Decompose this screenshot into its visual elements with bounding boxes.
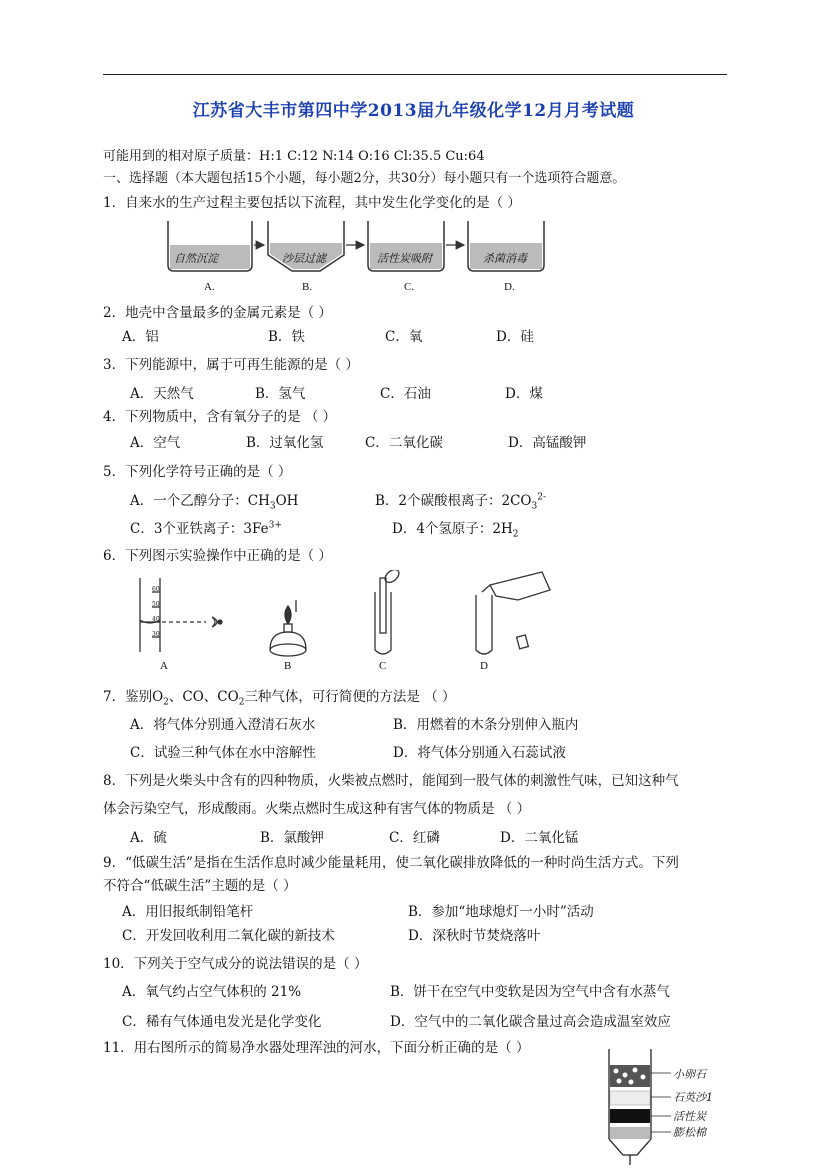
fig6-label-d: D bbox=[480, 660, 488, 672]
q7-option-b: B．用燃着的木条分别伸入瓶内 bbox=[393, 717, 579, 733]
q4-option-c: C．二氧化碳 bbox=[365, 435, 443, 451]
q7-option-d: D．将气体分别通入石蕊试液 bbox=[393, 745, 566, 761]
q5-option-a: A．一个乙醇分子：$CH_3OH$ bbox=[130, 493, 299, 512]
cyl-tick-40: 40 bbox=[152, 616, 160, 623]
question-6-stem: 6．下列图示实验操作中正确的是（ ） bbox=[103, 548, 332, 564]
fig1-label-d: D. bbox=[504, 281, 515, 293]
layer-carbon-label: 活性炭 bbox=[673, 1110, 706, 1123]
cyl-tick-50: 50 bbox=[152, 601, 160, 608]
step-a-label: 自然沉淀 bbox=[174, 252, 218, 265]
step-b-label: 沙层过滤 bbox=[282, 252, 326, 265]
q2-option-d: D．硅 bbox=[496, 329, 534, 345]
fig1-label-a: A. bbox=[204, 281, 215, 293]
question-9-stem-line1: 9．“低碳生活”是指在生活作息时减少能量耗用，使二氧化碳排放降低的一种时尚生活方式。下列 bbox=[103, 855, 679, 871]
cyl-tick-30: 30 bbox=[152, 631, 160, 638]
q9-option-a: A．用旧报纸制铅笔杆 bbox=[122, 904, 254, 920]
q2-option-a: A．铝 bbox=[122, 329, 159, 345]
question-11-stem: 11．用右图所示的简易净水器处理浑浊的河水，下面分析正确的是（ ） bbox=[103, 1040, 530, 1056]
q5-option-d: D．4个氢原子：$2H_2$ bbox=[392, 521, 519, 540]
q9-option-b: B．参加“地球熄灯一小时”活动 bbox=[408, 904, 594, 920]
q3-option-c: C．石油 bbox=[380, 386, 431, 402]
q5-option-c: C．3个亚铁离子：$3Fe^{3+}$ bbox=[130, 520, 282, 537]
fig1-label-b: B. bbox=[302, 281, 313, 293]
q3-option-d: D．煤 bbox=[505, 386, 543, 402]
atomic-mass-note: 可能用到的相对原子质量：H:1 C:12 N:14 O:16 Cl:35.5 Cu:64 bbox=[103, 149, 485, 164]
q3-option-a: A．天然气 bbox=[130, 386, 194, 402]
q2-option-b: B．铁 bbox=[268, 329, 305, 345]
question-5-stem: 5．下列化学符号正确的是（ ） bbox=[103, 464, 292, 480]
q5-option-b: B．2个碳酸根离子：$2CO_3^{2-}$ bbox=[375, 492, 547, 512]
q8-option-a: A．硫 bbox=[130, 830, 167, 846]
fig1-label-c: C. bbox=[404, 281, 415, 293]
water-filter-figure bbox=[605, 1047, 675, 1167]
question-2-stem: 2．地壳中含量最多的金属元素是（ ） bbox=[103, 305, 332, 321]
question-9-stem-line2: 不符合“低碳生活”主题的是（ ） bbox=[103, 878, 297, 894]
q4-option-b: B．过氧化氢 bbox=[246, 435, 324, 451]
step-c-label: 活性炭吸附 bbox=[377, 252, 432, 265]
q4-option-a: A．空气 bbox=[130, 435, 181, 451]
q8-option-b: B．氯酸钾 bbox=[260, 830, 324, 846]
layer-cotton-label: 膨松棉 bbox=[673, 1126, 706, 1139]
question-8-stem-line1: 8．下列是火柴头中含有的四种物质，火柴被点燃时，能闻到一股气体的刺激性气味，已知这种气 bbox=[103, 773, 679, 789]
q7-option-c: C．试验三种气体在水中溶解性 bbox=[130, 745, 316, 761]
fig6-label-c: C bbox=[379, 660, 387, 672]
q7-option-a: A．将气体分别通入澄清石灰水 bbox=[130, 717, 316, 733]
question-1-stem: 1．自来水的生产过程主要包括以下流程，其中发生化学变化的是（ ） bbox=[103, 195, 521, 211]
q9-option-d: D．深秋时节焚烧落叶 bbox=[408, 928, 541, 944]
fig6-label-b: B bbox=[284, 660, 292, 672]
question-3-stem: 3．下列能源中，属于可再生能源的是（ ） bbox=[103, 357, 359, 373]
fig6-label-a: A bbox=[160, 660, 168, 672]
question-8-stem-line2: 体会污染空气，形成酸雨。火柴点燃时生成这种有害气体的物质是 （ ） bbox=[103, 801, 531, 817]
step-d-label: 杀菌消毒 bbox=[483, 252, 527, 265]
q10-option-d: D．空气中的二氧化碳含量过高会造成温室效应 bbox=[390, 1014, 671, 1030]
lab-operations-figure bbox=[130, 570, 570, 660]
q2-option-c: C．氧 bbox=[385, 329, 423, 345]
q8-option-d: D．二氧化锰 bbox=[500, 830, 579, 846]
section-heading: 一、选择题（本大题包括15个小题，每小题2分，共30分）每小题只有一个选项符合题意。 bbox=[103, 171, 626, 186]
q8-option-c: C．红磷 bbox=[389, 830, 440, 846]
question-10-stem: 10．下列关于空气成分的说法错误的是（ ） bbox=[103, 956, 368, 972]
page-title: 江苏省大丰市第四中学2013届九年级化学12月月考试题 bbox=[192, 101, 635, 121]
q3-option-b: B．氢气 bbox=[255, 386, 306, 402]
q10-option-b: B．饼干在空气中变软是因为空气中含有水蒸气 bbox=[390, 984, 670, 1000]
q4-option-d: D．高锰酸钾 bbox=[508, 435, 587, 451]
layer-pebbles-label: 小卵石 bbox=[673, 1068, 706, 1081]
q10-option-a: A．氧气约占空气体积的 21% bbox=[122, 984, 302, 1000]
cyl-tick-60: 60 bbox=[152, 586, 160, 593]
page-number: 1 bbox=[706, 1091, 713, 1104]
question-7-stem: 7．鉴别$O_2$、CO、$CO_2$三种气体，可行简便的方法是 （ ） bbox=[103, 689, 456, 708]
q9-option-c: C．开发回收利用二氧化碳的新技术 bbox=[122, 928, 335, 944]
q10-option-c: C．稀有气体通电发光是化学变化 bbox=[122, 1014, 322, 1030]
layer-sand-label: 石英沙1 bbox=[673, 1091, 713, 1104]
question-4-stem: 4．下列物质中，含有氧分子的是 （ ） bbox=[103, 409, 337, 425]
header-rule bbox=[103, 74, 727, 75]
